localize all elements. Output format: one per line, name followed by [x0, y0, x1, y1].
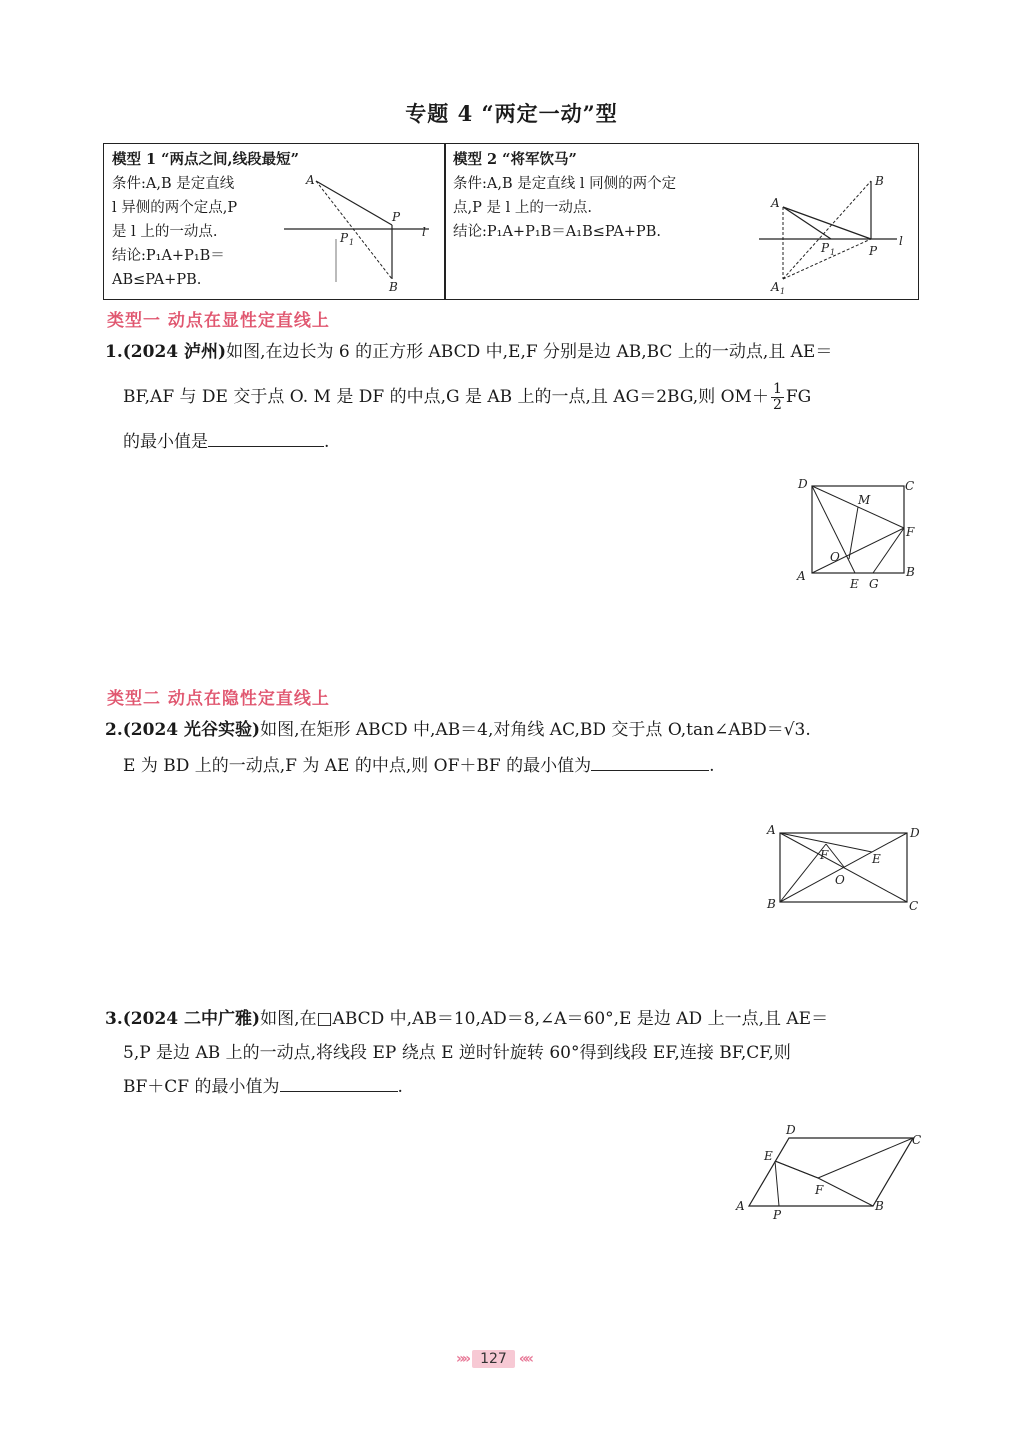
figure-problem2: [764, 820, 924, 918]
m1-label-A: A: [306, 173, 315, 187]
m2-label-P1-sub: 1: [830, 248, 836, 257]
f1-label-G: G: [869, 577, 879, 591]
m2-label-l: l: [899, 234, 903, 248]
answer-blank-2[interactable]: [591, 752, 709, 771]
page-number: 127: [472, 1350, 515, 1368]
problem3-source: (2024 二中广雅): [122, 1009, 261, 1029]
problem2-number: 2.: [105, 720, 123, 740]
problem3-line3: BF＋CF 的最小值为: [123, 1077, 280, 1097]
figure-problem3: [733, 1122, 928, 1222]
problem1-source: (2024 泸州): [122, 342, 227, 362]
problem1-line1: 如图,在边长为 6 的正方形 ABCD 中,E,F 分别是边 AB,BC 上的一动点,且 AE＝: [226, 342, 833, 362]
f2-label-E: E: [872, 852, 881, 866]
problem2-line1: 如图,在矩形 ABCD 中,AB＝4,对角线 AC,BD 交于点 O,tan∠ABD＝√3.: [260, 720, 811, 740]
m2-label-A1: A: [771, 280, 780, 294]
f1-label-C: C: [905, 479, 915, 493]
model1-text: [112, 148, 312, 292]
model2-text: [453, 148, 763, 244]
m1-label-B: B: [389, 280, 398, 294]
f2-label-B: B: [767, 897, 776, 911]
chevrons-left-icon: »»: [456, 1351, 469, 1367]
model1-line2: l 异侧的两个定点,P: [112, 200, 238, 216]
figure-problem1: [792, 474, 922, 599]
f3-label-C: C: [912, 1133, 922, 1147]
m2-label-P: P: [869, 244, 878, 258]
page-title: 专题 4 “两定一动”型: [405, 101, 618, 126]
f3-label-P: P: [773, 1208, 782, 1222]
problem2-source: (2024 光谷实验): [122, 720, 261, 740]
f2-label-A: A: [767, 823, 776, 837]
problem3-number: 3.: [105, 1009, 123, 1029]
m1-label-P1-sub: 1: [349, 238, 355, 247]
problem1: [105, 330, 925, 465]
chevrons-right-icon: ««: [518, 1351, 531, 1367]
f1-label-B: B: [906, 565, 915, 579]
f3-label-D: D: [786, 1123, 796, 1137]
fraction-one-half: [771, 382, 784, 413]
model2-line1: 条件:A,B 是定直线 l 同侧的两个定: [453, 176, 677, 192]
model2-heading: 模型 2 “将军饮马”: [453, 151, 577, 168]
problem2-end: .: [709, 756, 715, 776]
f1-label-M: M: [858, 493, 871, 507]
model1-line4: 结论:P₁A+P₁B＝: [112, 248, 225, 264]
problem1-line3: 的最小值是: [123, 432, 208, 452]
model1-line3: 是 l 上的一动点.: [112, 224, 218, 240]
f2-label-O: O: [835, 873, 845, 887]
m1-label-P: P: [392, 210, 401, 224]
problem1-line2-end: FG: [785, 387, 812, 407]
fraction-denominator: 2: [772, 397, 782, 413]
problem2: [105, 712, 925, 784]
fraction-numerator: 1: [772, 381, 782, 397]
problem1-line2: BF,AF 与 DE 交于点 O. M 是 DF 的中点,G 是 AB 上的一点,且 AG＝2BG,则 OM＋: [123, 387, 769, 407]
model1-figure: [284, 164, 444, 294]
model1-heading: 模型 1 “两点之间,线段最短”: [112, 151, 299, 168]
models-divider: [444, 144, 446, 299]
model1-line5: AB≤PA+PB.: [112, 272, 202, 288]
problem2-line2: E 为 BD 上的一动点,F 为 AE 的中点,则 OF＋BF 的最小值为: [123, 756, 592, 776]
problem1-end: .: [324, 432, 330, 452]
model1-line1: 条件:A,B 是定直线: [112, 176, 235, 192]
m2-label-A: A: [771, 196, 780, 210]
f3-label-E: E: [764, 1149, 773, 1163]
f1-label-E: E: [850, 577, 859, 591]
problem3-end: .: [397, 1077, 403, 1097]
f2-label-C: C: [909, 899, 919, 913]
page-number-footer: [456, 1348, 568, 1370]
f3-label-F: F: [815, 1183, 824, 1197]
m2-label-B: B: [875, 174, 884, 188]
f2-label-F: F: [820, 848, 829, 862]
problem3-line2: 5,P 是边 AB 上的一动点,将线段 EP 绕点 E 逆时针旋转 60°得到线段 EF,连接 BF,CF,则: [123, 1043, 791, 1063]
m2-label-P1: P: [821, 241, 830, 255]
models-box: [103, 143, 919, 300]
f1-label-A: A: [797, 569, 806, 583]
model2-line2: 点,P 是 l 上的一动点.: [453, 200, 592, 216]
problem3-line1: 如图,在□ABCD 中,AB＝10,AD＝8,∠A＝60°,E 是边 AD 上一点,且 AE＝: [260, 1009, 829, 1029]
problem3: [105, 1002, 925, 1104]
answer-blank-1[interactable]: [208, 428, 324, 447]
f3-label-A: A: [736, 1199, 745, 1213]
f3-label-B: B: [875, 1199, 884, 1213]
f2-label-D: D: [910, 826, 920, 840]
answer-blank-3[interactable]: [280, 1073, 398, 1092]
m2-label-A1-sub: 1: [780, 287, 786, 296]
f1-label-O: O: [830, 550, 840, 564]
problem1-number: 1.: [105, 342, 123, 362]
m1-label-l: l: [422, 225, 426, 239]
f1-label-F: F: [906, 525, 915, 539]
type1-heading: 类型一 动点在显性定直线上: [107, 311, 330, 331]
type2-heading: 类型二 动点在隐性定直线上: [107, 689, 330, 709]
f1-label-D: D: [798, 477, 808, 491]
model2-line3: 结论:P₁A+P₁B＝A₁B≤PA+PB.: [453, 224, 661, 240]
model2-figure: [759, 169, 914, 297]
m1-label-P1: P: [340, 231, 349, 245]
